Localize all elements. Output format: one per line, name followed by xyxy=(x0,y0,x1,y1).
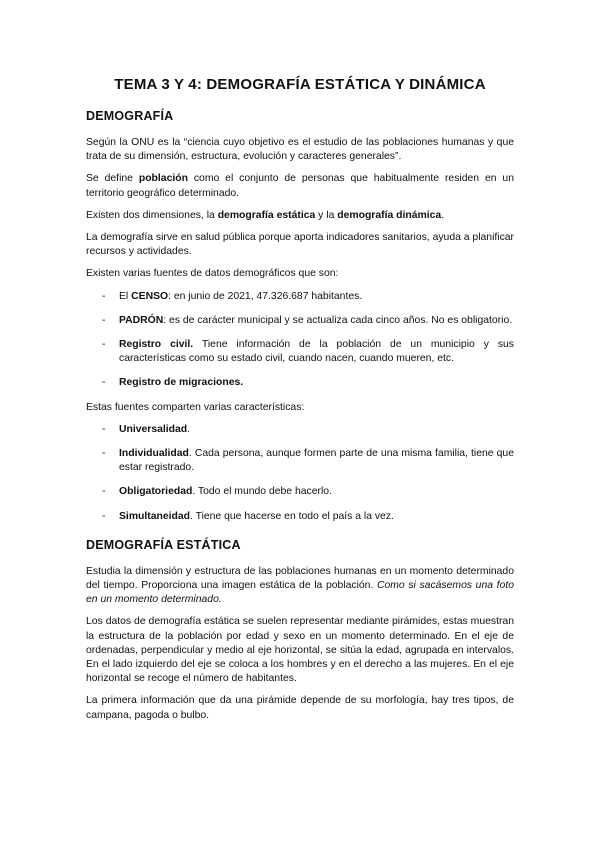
list-item: - Individualidad. Cada persona, aunque formen parte de una misma familia, tiene que estar registrado. xyxy=(102,448,514,474)
list-item: - Registro civil. Tiene información de la población de un municipio y sus características como su estado civil, cuando nacen, cuando mueren, etc. xyxy=(102,339,514,365)
list-item: - Universalidad. xyxy=(102,423,191,435)
list-item: - Simultaneidad. Tiene que hacerse en todo el país a la vez. xyxy=(102,510,394,522)
paragraph-salud-publica: La demografía sirve en salud pública porque aporta indicadores sanitarios, ayuda a planificar recursos y actividades. xyxy=(86,232,515,258)
list-item: - El CENSO: en junio de 2021, 47.326.687 habitantes. xyxy=(102,290,363,302)
sources-list xyxy=(86,290,514,391)
document-title: TEMA 3 Y 4: DEMOGRAFÍA ESTÁTICA Y DINÁMICA xyxy=(114,76,486,93)
paragraph-morfologia: La primera información que da una pirámide depende de su morfología, hay tres tipos, de campana, pagoda o bulbo. xyxy=(86,695,514,721)
paragraph-onu-definition: Según la ONU es la “ciencia cuyo objetivo es el estudio de las poblaciones humanas y que trata de su dimensión, estructura, evolución y caracteres generales”. xyxy=(86,137,514,163)
section-heading-demografia-estatica: DEMOGRAFÍA ESTÁTICA xyxy=(86,537,241,552)
paragraph-piramides: Los datos de demografía estática se suelen representar mediante pirámides, estas muestran la estructura de la población por edad y sexo en un momento determinado. En el eje de ordenadas, perpendicular y medio al eje horizontal, se sitúa la edad, agrupada en intervalos. En el lado izquierdo del eje se coloca a los hombres y en el derecho a las mujeres. En el eje horizontal se recoge el número de habitantes. xyxy=(86,616,514,685)
features-list xyxy=(86,423,514,524)
section-heading-demografia: DEMOGRAFÍA xyxy=(86,109,174,123)
list-item: - Obligatoriedad. Todo el mundo debe hacerlo. xyxy=(102,486,332,498)
paragraph-dimensiones: Existen dos dimensiones, la demografía estática y la demografía dinámica. xyxy=(86,209,445,221)
paragraph-poblacion: Se define población como el conjunto de personas que habitualmente residen en un territorio geográfico determinado. xyxy=(86,173,514,199)
paragraph-fuentes-intro: Existen varias fuentes de datos demográficos que son: xyxy=(86,268,339,280)
list-item: - PADRÓN: es de carácter municipal y se actualiza cada cinco años. No es obligatorio. xyxy=(102,314,513,326)
list-item: - Registro de migraciones. xyxy=(102,377,244,389)
paragraph-caracteristicas-intro: Estas fuentes comparten varias características: xyxy=(86,401,305,413)
paragraph-estatica-definition: Estudia la dimensión y estructura de las poblaciones humanas en un momento determinado del tiempo. Proporciona una imagen estática de la población. Como si sacásemos una foto en un momento determinado. xyxy=(86,565,514,606)
